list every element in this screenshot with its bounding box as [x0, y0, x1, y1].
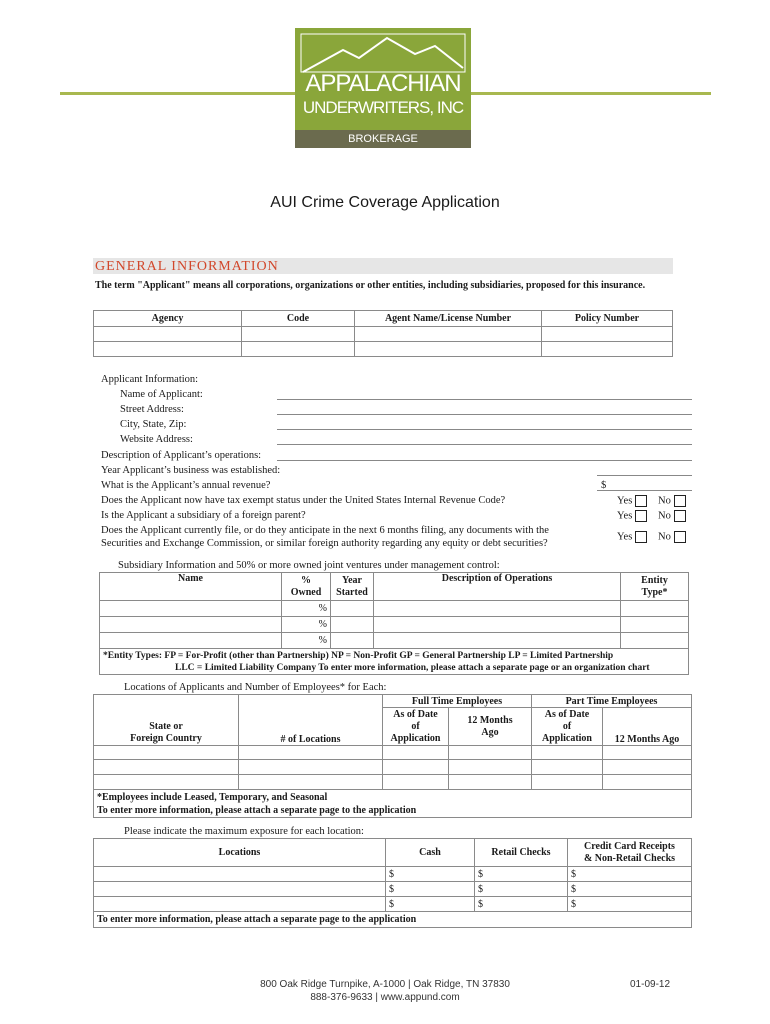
- header-name: Name: [100, 573, 282, 601]
- loc-cell[interactable]: [383, 760, 449, 775]
- asof-line2: of: [411, 720, 420, 732]
- yes-label: Yes: [617, 495, 633, 507]
- exp-cash-input[interactable]: [386, 897, 475, 912]
- dollar-sign: $: [389, 883, 394, 895]
- ago-line1: 12 Months: [467, 714, 513, 726]
- policy-input[interactable]: [542, 342, 673, 357]
- sub-desc-input[interactable]: [374, 601, 621, 617]
- ft-ago-header: [449, 708, 532, 746]
- name-input-line[interactable]: [277, 399, 692, 400]
- dollar-sign: $: [478, 898, 483, 910]
- entity-note-line2: LLC = Limited Liability Company To enter more information, please attach a separate page or an organization chart: [175, 662, 650, 673]
- field-name-label: Name of Applicant:: [120, 389, 203, 400]
- revenue-dollar: $: [601, 480, 607, 491]
- code-input[interactable]: [242, 327, 355, 342]
- agency-input[interactable]: [94, 327, 242, 342]
- owned-line1: %: [301, 574, 311, 586]
- dollar-sign: $: [571, 898, 576, 910]
- year-input-line[interactable]: [597, 475, 692, 476]
- sub-pct-input[interactable]: [282, 633, 331, 649]
- yes-label: Yes: [617, 531, 633, 543]
- company-logo: [295, 28, 471, 148]
- header-credit: [568, 839, 692, 867]
- question-revenue: What is the Applicant’s annual revenue?: [101, 480, 271, 491]
- mountain-icon: [295, 28, 471, 74]
- employees-note-line2: To enter more information, please attach a separate page to the application: [97, 804, 417, 816]
- exposure-heading: Please indicate the maximum exposure for each location:: [124, 826, 364, 837]
- entity-note-line1: *Entity Types: FP = For-Profit (other than Partnership) NP = Non-Profit GP = General Partnership LP = Limited Partnership: [103, 650, 614, 661]
- ago-line2: Ago: [481, 726, 499, 738]
- owned-line2: Owned: [290, 586, 322, 598]
- code-input[interactable]: [242, 342, 355, 357]
- state-header: [94, 708, 239, 746]
- loc-cell[interactable]: [449, 746, 532, 760]
- pct-sign: %: [318, 603, 327, 614]
- header-agent: Agent Name/License Number: [355, 311, 542, 327]
- state-line2: Foreign Country: [130, 733, 202, 744]
- entity-line1: Entity: [641, 574, 668, 586]
- asof-line1: As of Date: [544, 708, 590, 720]
- loc-cell[interactable]: [94, 775, 239, 790]
- sub-year-input[interactable]: [331, 633, 374, 649]
- subsidiary-heading: Subsidiary Information and 50% or more owned joint ventures under management control:: [118, 560, 500, 571]
- field-website-label: Website Address:: [120, 434, 193, 445]
- agency-table: [93, 310, 673, 357]
- locations-heading: Locations of Applicants and Number of Employees* for Each:: [124, 682, 387, 693]
- credit-line1: Credit Card Receipts: [584, 840, 675, 852]
- checkbox[interactable]: [674, 510, 686, 522]
- checkbox[interactable]: [635, 495, 647, 507]
- loc-cell[interactable]: [532, 760, 603, 775]
- yes-label: Yes: [617, 510, 633, 522]
- pt-ago-header: 12 Months Ago: [603, 708, 692, 746]
- checkbox[interactable]: [674, 495, 686, 507]
- loc-cell[interactable]: [239, 760, 383, 775]
- sub-pct-input[interactable]: [282, 617, 331, 633]
- city-input-line[interactable]: [277, 429, 692, 430]
- state-line1: State or: [149, 721, 183, 732]
- page-title: AUI Crime Coverage Application: [270, 194, 500, 211]
- intro-text: The term "Applicant" means all corporations, organizations or other entities, including subsidiaries, proposed for this insurance.: [95, 280, 646, 291]
- dollar-sign: $: [478, 883, 483, 895]
- header-agency: Agency: [94, 311, 242, 327]
- logo-brokerage: BROKERAGE: [295, 130, 471, 148]
- exp-location-input[interactable]: [94, 897, 386, 912]
- dollar-sign: $: [571, 868, 576, 880]
- loc-cell[interactable]: [239, 775, 383, 790]
- loc-cell[interactable]: [603, 760, 692, 775]
- sub-entity-input[interactable]: [621, 633, 689, 649]
- no-label: No: [658, 495, 671, 507]
- logo-brushstroke-right: [471, 92, 711, 95]
- question-operations: Description of Applicant’s operations:: [101, 450, 262, 461]
- employees-note: [94, 790, 692, 818]
- sub-entity-input[interactable]: [621, 601, 689, 617]
- sec-no[interactable]: [658, 531, 686, 543]
- entity-types-note: [100, 649, 689, 675]
- checkbox[interactable]: [635, 510, 647, 522]
- asof-line3: Application: [390, 732, 441, 744]
- question-foreign-parent: Is the Applicant a subsidiary of a foreign parent?: [101, 510, 306, 521]
- footer-contact: 888-376-9633 | www.appund.com: [310, 992, 460, 1003]
- agent-input[interactable]: [355, 327, 542, 342]
- checkbox[interactable]: [674, 531, 686, 543]
- exposure-note: To enter more information, please attach a separate page to the application: [94, 912, 692, 928]
- header-year: [331, 573, 374, 601]
- sub-pct-input[interactable]: [282, 601, 331, 617]
- section-title: GENERAL INFORMATION: [95, 259, 279, 274]
- sub-desc-input[interactable]: [374, 633, 621, 649]
- dollar-sign: $: [478, 868, 483, 880]
- foreign-yes[interactable]: [617, 510, 647, 522]
- credit-line2: & Non-Retail Checks: [583, 852, 676, 864]
- policy-input[interactable]: [542, 327, 673, 342]
- field-street-label: Street Address:: [120, 404, 184, 415]
- header-entity: [621, 573, 689, 601]
- exp-credit-input[interactable]: [568, 897, 692, 912]
- exp-retail-input[interactable]: [475, 882, 568, 897]
- dollar-sign: $: [389, 898, 394, 910]
- exp-location-input[interactable]: [94, 867, 386, 882]
- no-label: No: [658, 531, 671, 543]
- checkbox[interactable]: [635, 531, 647, 543]
- subsidiary-table: [99, 572, 689, 675]
- year-line1: Year: [342, 574, 362, 586]
- exp-retail-input[interactable]: [475, 897, 568, 912]
- loc-cell[interactable]: [603, 775, 692, 790]
- header-owned: [282, 573, 331, 601]
- loc-cell[interactable]: [383, 746, 449, 760]
- logo-brushstroke-left: [60, 92, 295, 95]
- loc-cell[interactable]: [532, 746, 603, 760]
- header-description: Description of Operations: [374, 573, 621, 601]
- applicant-heading: Applicant Information:: [101, 374, 199, 385]
- exp-location-input[interactable]: [94, 882, 386, 897]
- operations-input-line[interactable]: [277, 460, 692, 461]
- asof-line1: As of Date: [393, 708, 438, 720]
- locations-table: [93, 694, 692, 818]
- header-cash: Cash: [386, 839, 475, 867]
- agent-input[interactable]: [355, 342, 542, 357]
- loc-cell[interactable]: [532, 775, 603, 790]
- loc-cell[interactable]: [603, 746, 692, 760]
- loc-cell[interactable]: [383, 775, 449, 790]
- header-code: Code: [242, 311, 355, 327]
- header-retail: Retail Checks: [475, 839, 568, 867]
- sub-entity-input[interactable]: [621, 617, 689, 633]
- asof-line2: of: [562, 720, 572, 732]
- entity-line2: Type*: [641, 586, 668, 598]
- question-tax-exempt: Does the Applicant now have tax exempt status under the United States Internal Revenue Code?: [101, 495, 506, 506]
- no-label: No: [658, 510, 671, 522]
- logo-line1: APPALACHIAN: [305, 70, 461, 97]
- pt-asof-header: [532, 708, 603, 746]
- exp-retail-input[interactable]: [475, 867, 568, 882]
- sub-desc-input[interactable]: [374, 617, 621, 633]
- question-year: Year Applicant’s business was established:: [101, 465, 281, 476]
- sec-yes[interactable]: [617, 531, 647, 543]
- loc-cell[interactable]: [449, 760, 532, 775]
- dollar-sign: $: [571, 883, 576, 895]
- agency-input[interactable]: [94, 342, 242, 357]
- num-locations-header: # of Locations: [239, 708, 383, 746]
- exp-cash-input[interactable]: [386, 867, 475, 882]
- logo-line2: UNDERWRITERS, INC: [302, 98, 464, 117]
- exp-credit-input[interactable]: [568, 882, 692, 897]
- header-policy: Policy Number: [542, 311, 673, 327]
- pct-sign: %: [318, 619, 327, 630]
- website-input-line[interactable]: [277, 444, 692, 445]
- sub-year-input[interactable]: [331, 601, 374, 617]
- footer-date: 01-09-12: [630, 979, 671, 990]
- exposure-table: [93, 838, 692, 928]
- street-input-line[interactable]: [277, 414, 692, 415]
- field-city-label: City, State, Zip:: [120, 419, 187, 430]
- loc-cell[interactable]: [239, 746, 383, 760]
- loc-cell[interactable]: [94, 760, 239, 775]
- tax-yes[interactable]: [617, 495, 647, 507]
- year-line2: Started: [336, 586, 368, 598]
- sub-name-input[interactable]: [100, 633, 282, 649]
- loc-cell[interactable]: [94, 746, 239, 760]
- header-locations: Locations: [94, 839, 386, 867]
- question-sec-line1: Does the Applicant currently file, or do they anticipate in the next 6 months filing, any documents with the: [101, 525, 549, 536]
- tax-no[interactable]: [658, 495, 686, 507]
- foreign-no[interactable]: [658, 510, 686, 522]
- part-time-header: Part Time Employees: [532, 695, 692, 708]
- sub-name-input[interactable]: [100, 617, 282, 633]
- exp-credit-input[interactable]: [568, 867, 692, 882]
- employees-note-line1: *Employees include Leased, Temporary, and Seasonal: [97, 791, 328, 803]
- dollar-sign: $: [389, 868, 394, 880]
- asof-line3: Application: [541, 732, 592, 744]
- pct-sign: %: [318, 635, 327, 646]
- exp-cash-input[interactable]: [386, 882, 475, 897]
- revenue-input-line[interactable]: [597, 490, 692, 491]
- sub-year-input[interactable]: [331, 617, 374, 633]
- question-sec-line2: Securities and Exchange Commission, or similar foreign authority regarding any equity or debt securities?: [101, 538, 548, 549]
- loc-cell[interactable]: [449, 775, 532, 790]
- footer-address: 800 Oak Ridge Turnpike, A-1000 | Oak Ridge, TN 37830: [260, 979, 510, 990]
- ft-asof-header: [383, 708, 449, 746]
- sub-name-input[interactable]: [100, 601, 282, 617]
- full-time-header: Full Time Employees: [383, 695, 532, 708]
